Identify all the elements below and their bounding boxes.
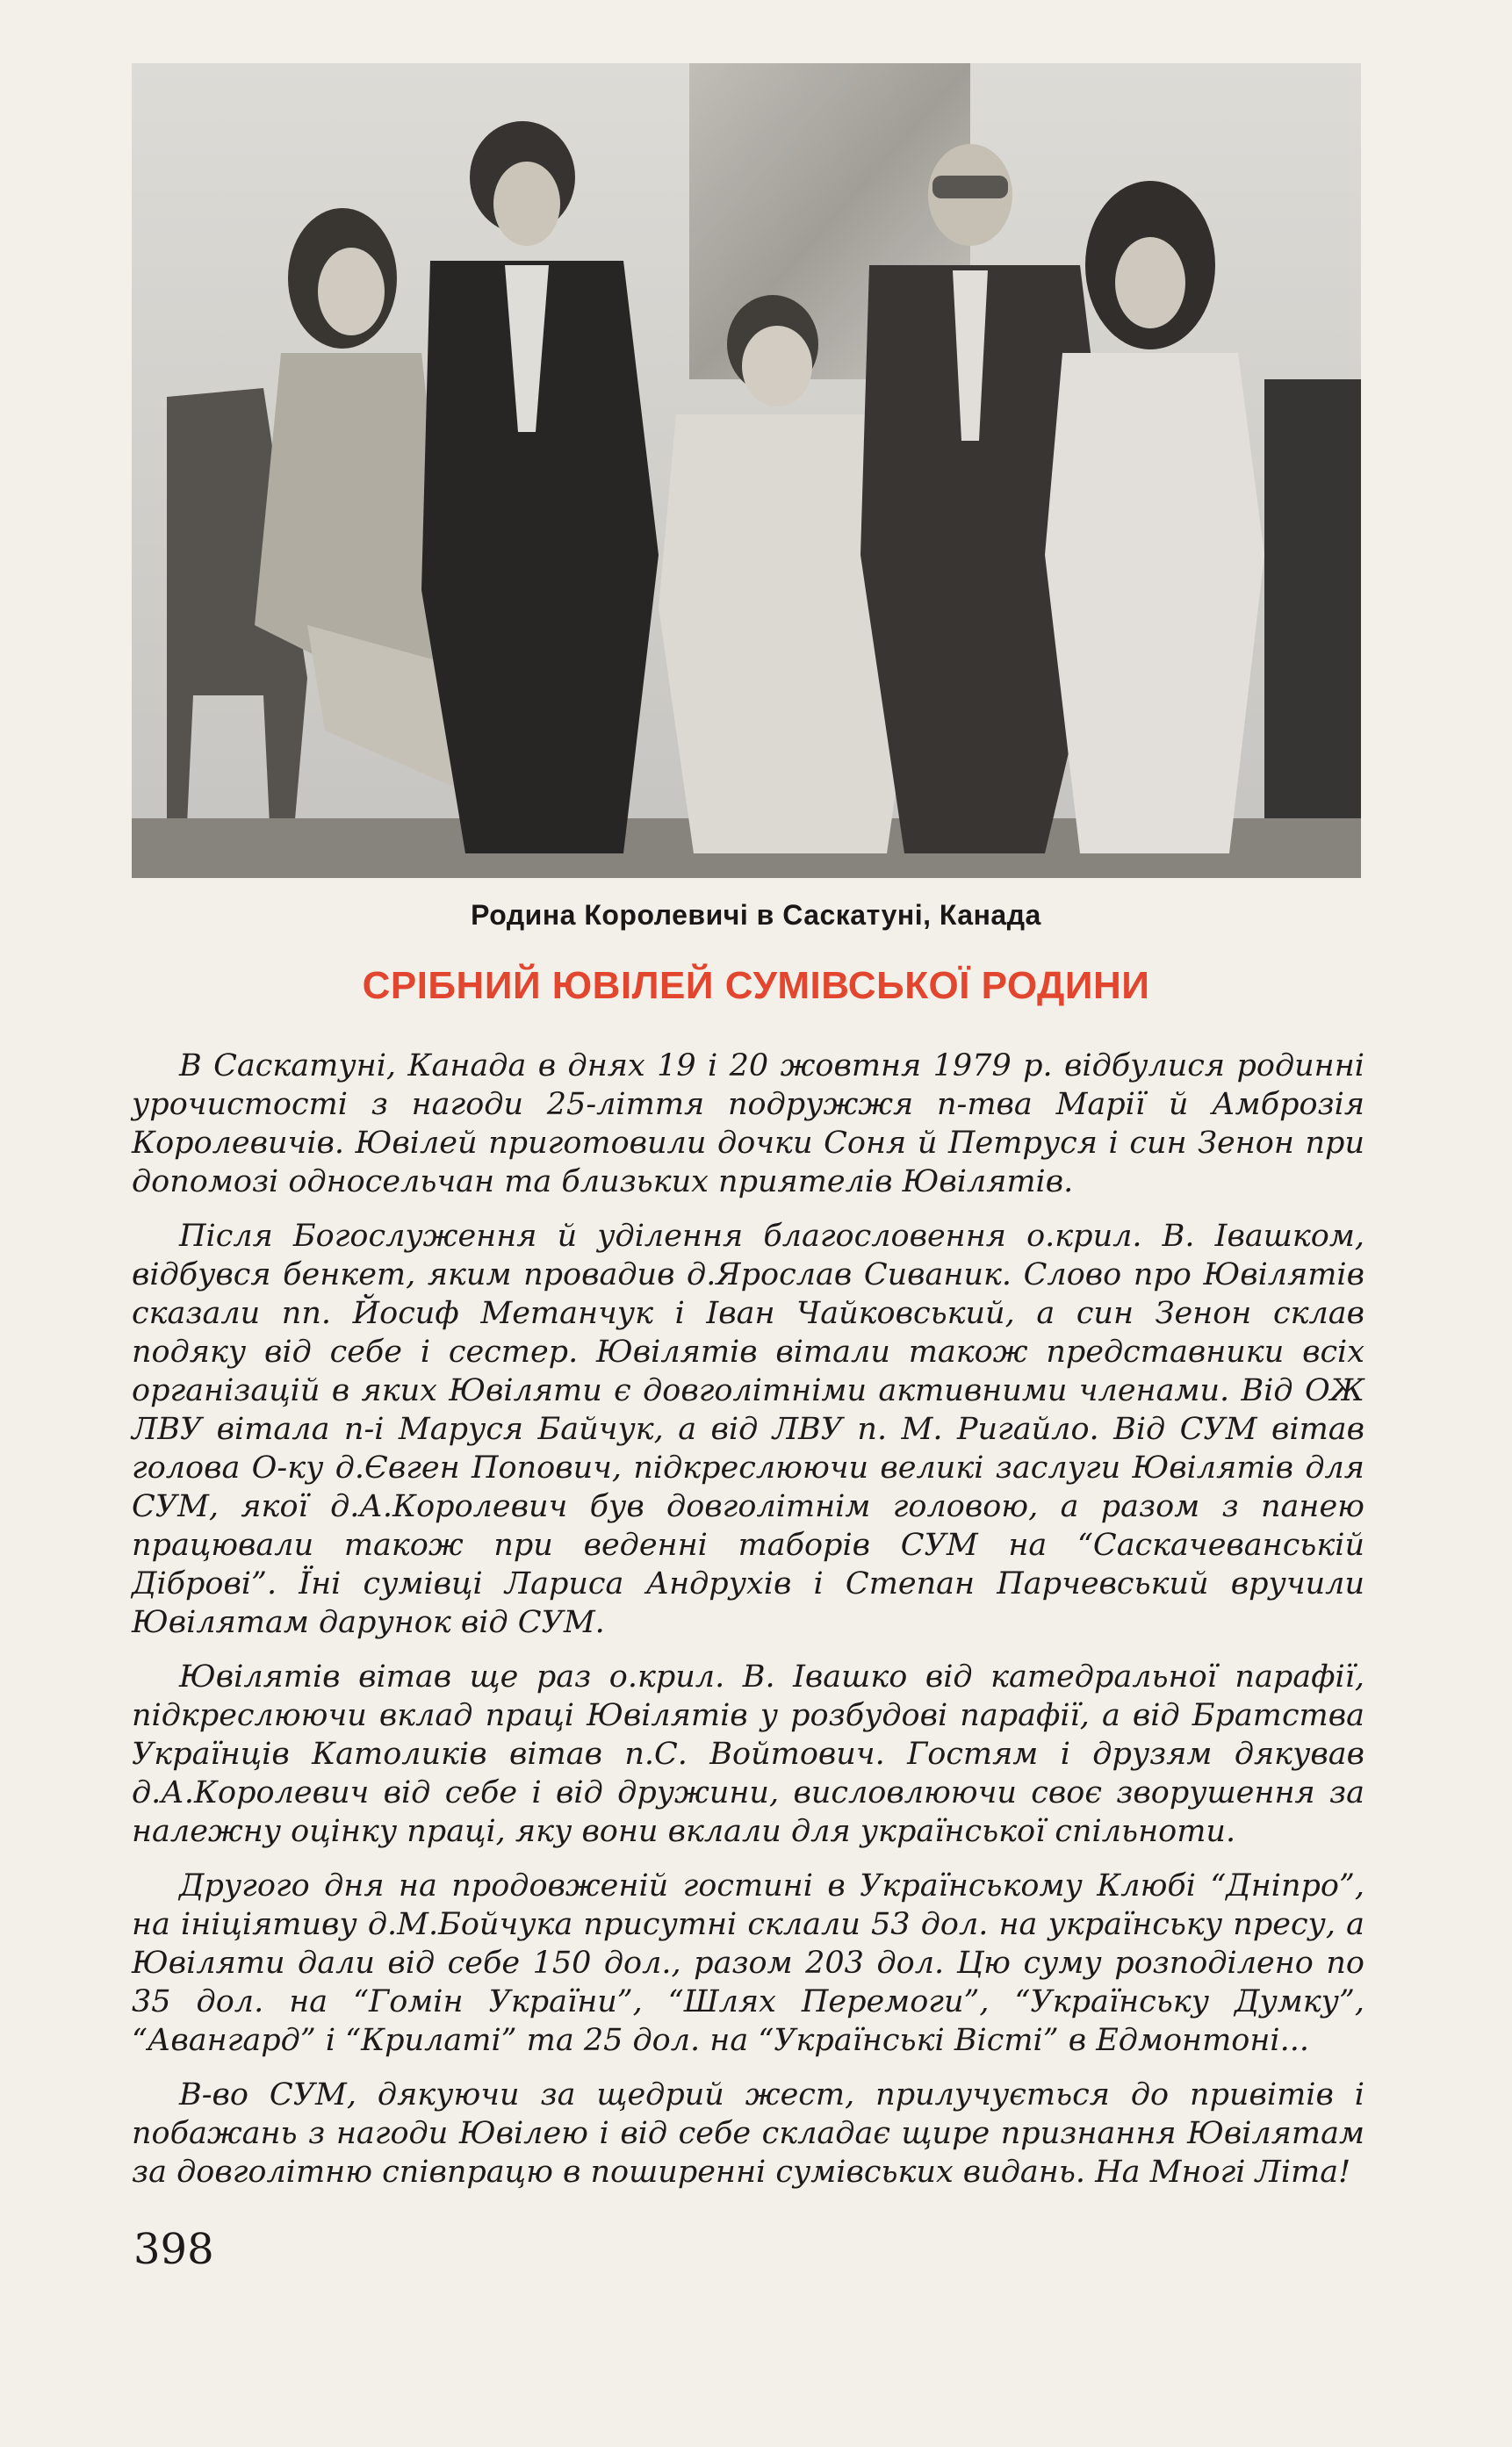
family-photo-image: [132, 63, 1361, 878]
article-paragraph: Другого дня на продовженій гостині в Українському Клюбі “Дніпро”, на ініціятиву д.М.Бойчука присутні склали 53 дол. на українську пресу, а Ювіляти дали від себе 150 дол., разом 203 дол. Цю суму розподілено по 35 дол. на “Гомін України”, “Шлях Перемоги”, “Українську Думку”, “Авангард” і “Крилаті” та 25 дол. на “Українські Вісті” в Едмонтоні...: [132, 1868, 1364, 2058]
article-body: [132, 1047, 1364, 2207]
page-number: 398: [133, 2225, 214, 2274]
article-paragraph: В Саскатуні, Канада в днях 19 і 20 жовтня 1979 р. відбулися родинні урочистості з нагоди 25-ліття подружжя п-тва Марії й Амброзія Королевичів. Ювілей приготовили дочки Соня й Петруся і син Зенон при допомозі односельчан та близьких приятелів Ювілятів.: [132, 1048, 1364, 1199]
article-paragraph: Після Богослуження й уділення благословення о.крил. В. Івашком, відбувся бенкет, яким провадив д.Ярослав Сиваник. Слово про Ювілятів сказали пп. Йосиф Метанчук і Іван Чайковський, а син Зенон склав подяку від себе і сестер. Ювілятів вітали також представники всіх організацій в яких Ювіляти є довголітніми активними членами. Від ОЖ ЛВУ вітала п-і Маруся Байчук, а від ЛВУ п. М. Ригайло. Від СУМ вітав голова О-ку д.Євген Попович, підкреслюючи великі заслуги Ювілятів для СУМ, якої д.А.Королевич був довголітнім головою, а разом з панею працювали також при веденні таборів СУМ на “Саскачеванській Діброві”. Їні сумівці Лариса Андрухів і Степан Парчевський вручили Ювілятам дарунок від СУМ.: [132, 1219, 1364, 1640]
article-paragraph: В-во СУМ, дякуючи за щедрий жест, прилучується до привітів і побажань з нагоди Ювілею і від себе складає щире признання Ювілятам за довголітню співпрацю в поширенні сумівських видань. На Многі Літа!: [132, 2077, 1364, 2190]
article-headline: СРІБНИЙ ЮВІЛЕЙ СУМІВСЬКОЇ РОДИНИ: [362, 964, 1150, 1007]
family-photo: [132, 63, 1361, 878]
article-paragraph: Ювілятів вітав ще раз о.крил. В. Івашко від катедральної парафії, підкреслюючи вклад праці Ювілятів у розбудові парафії, а від Братства Українців Католиків вітав п.С. Войтович. Гостям і друзям дякував д.А.Королевич від себе і від дружини, висловлюючи своє зворушення за належну оцінку праці, яку вони вклали для української спільноти.: [132, 1659, 1364, 1849]
photo-caption: Родина Королевичі в Саскатуні, Канада: [471, 899, 1041, 931]
